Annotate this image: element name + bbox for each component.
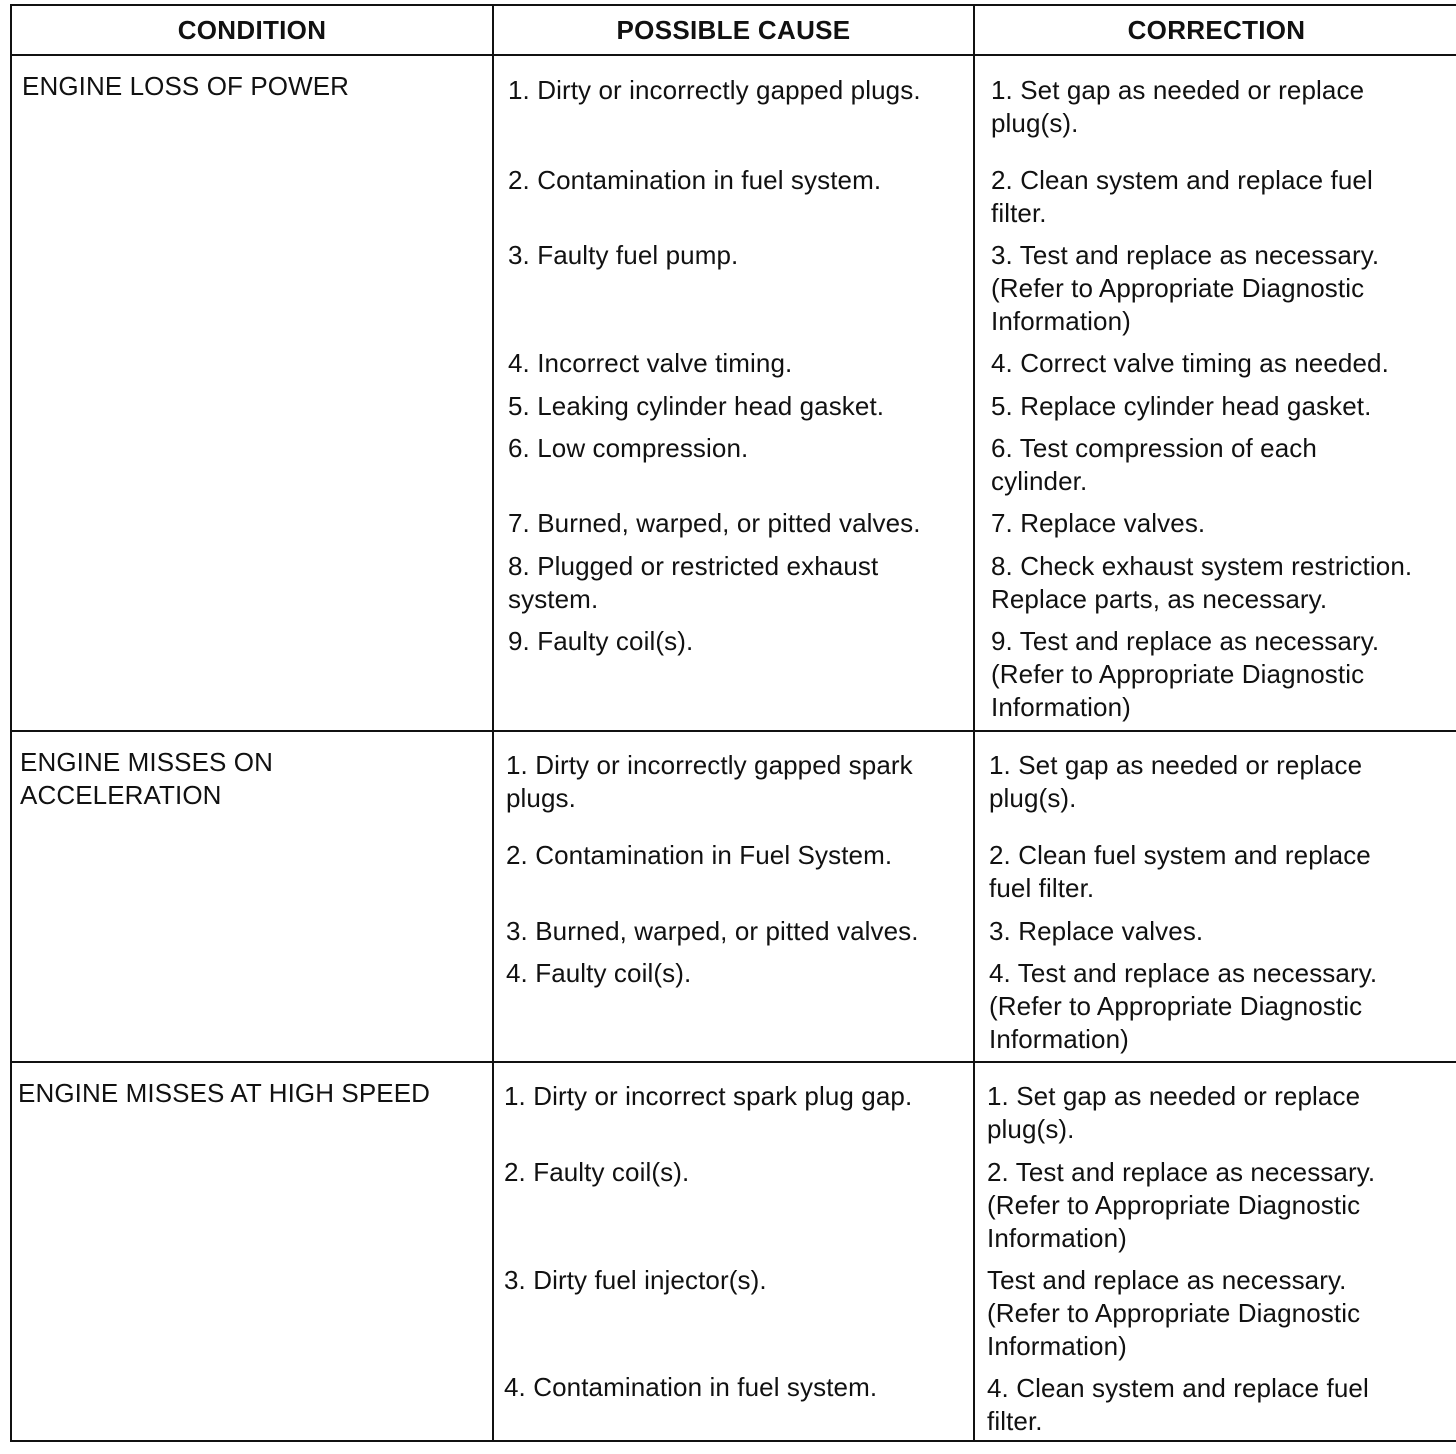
correction-text: Information) (991, 306, 1131, 336)
correction-text: filter. (991, 198, 1047, 228)
condition-engine-misses-at-high-speed: ENGINE MISSES AT HIGH SPEED (18, 1078, 431, 1108)
correction-text: 3. Test and replace as necessary. (991, 240, 1380, 270)
condition-engine-loss-of-power: ENGINE LOSS OF POWER (22, 71, 350, 101)
correction-text: 2. Clean fuel system and replace (989, 840, 1371, 870)
cause-text: 2. Contamination in fuel system. (508, 165, 882, 195)
cause-text: 5. Leaking cylinder head gasket. (508, 391, 885, 421)
cause-text: 4. Incorrect valve timing. (508, 348, 793, 378)
correction-text: Information) (989, 1024, 1129, 1054)
cause-text: 4. Contamination in fuel system. (504, 1372, 878, 1402)
cause-text: 1. Dirty or incorrect spark plug gap. (504, 1081, 913, 1111)
correction-text: 1. Set gap as needed or replace (991, 75, 1365, 105)
cause-text: 3. Dirty fuel injector(s). (504, 1265, 767, 1295)
correction-text: 4. Test and replace as necessary. (989, 958, 1378, 988)
section-divider-1 (12, 730, 1456, 732)
correction-text: Replace parts, as necessary. (991, 584, 1328, 614)
correction-text: 8. Check exhaust system restriction. (991, 551, 1413, 581)
cause-text: 3. Burned, warped, or pitted valves. (506, 916, 919, 946)
correction-text: Information) (987, 1331, 1127, 1361)
correction-text: Information) (991, 692, 1131, 722)
header-correction: CORRECTION (1127, 14, 1306, 45)
cause-text: 8. Plugged or restricted exhaust (508, 551, 879, 581)
cause-text: system. (508, 584, 599, 614)
header-divider (12, 54, 1456, 56)
cause-text: plugs. (506, 783, 576, 813)
correction-text: fuel filter. (989, 873, 1095, 903)
cause-text: 3. Faulty fuel pump. (508, 240, 739, 270)
correction-text: plug(s). (989, 783, 1077, 813)
correction-text: plug(s). (987, 1114, 1075, 1144)
condition-engine-misses-on-acceleration: ENGINE MISSES ON (20, 747, 273, 777)
correction-text: 9. Test and replace as necessary. (991, 626, 1380, 656)
correction-text: (Refer to Appropriate Diagnostic (991, 273, 1365, 303)
correction-text: Test and replace as necessary. (987, 1265, 1347, 1295)
correction-text: 2. Clean system and replace fuel (991, 165, 1373, 195)
correction-text: (Refer to Appropriate Diagnostic (987, 1190, 1361, 1220)
cause-text: 1. Dirty or incorrectly gapped spark (506, 750, 913, 780)
correction-text: 1. Set gap as needed or replace (987, 1081, 1361, 1111)
correction-text: cylinder. (991, 466, 1088, 496)
correction-text: (Refer to Appropriate Diagnostic (987, 1298, 1361, 1328)
correction-text: 2. Test and replace as necessary. (987, 1157, 1376, 1187)
diagnosis-table (10, 4, 1456, 1442)
cause-text: 1. Dirty or incorrectly gapped plugs. (508, 75, 921, 105)
correction-text: (Refer to Appropriate Diagnostic (991, 659, 1365, 689)
column-divider-2 (973, 6, 975, 1440)
column-divider-1 (492, 6, 494, 1440)
header-possible-cause: POSSIBLE CAUSE (616, 14, 851, 45)
correction-text: 3. Replace valves. (989, 916, 1204, 946)
section-divider-2 (12, 1061, 1456, 1063)
correction-text: 5. Replace cylinder head gasket. (991, 391, 1372, 421)
correction-text: plug(s). (991, 108, 1079, 138)
cause-text: 6. Low compression. (508, 433, 749, 463)
correction-text: 7. Replace valves. (991, 508, 1206, 538)
condition-engine-misses-on-acceleration: ACCELERATION (20, 780, 222, 810)
correction-text: 6. Test compression of each (991, 433, 1317, 463)
correction-text: 1. Set gap as needed or replace (989, 750, 1363, 780)
cause-text: 9. Faulty coil(s). (508, 626, 694, 656)
cause-text: 2. Contamination in Fuel System. (506, 840, 893, 870)
cause-text: 7. Burned, warped, or pitted valves. (508, 508, 921, 538)
correction-text: (Refer to Appropriate Diagnostic (989, 991, 1363, 1021)
header-condition: CONDITION (177, 14, 327, 45)
cause-text: 2. Faulty coil(s). (504, 1157, 690, 1187)
correction-text: filter. (987, 1406, 1043, 1436)
correction-text: 4. Clean system and replace fuel (987, 1373, 1369, 1403)
cause-text: 4. Faulty coil(s). (506, 958, 692, 988)
correction-text: 4. Correct valve timing as needed. (991, 348, 1389, 378)
correction-text: Information) (987, 1223, 1127, 1253)
